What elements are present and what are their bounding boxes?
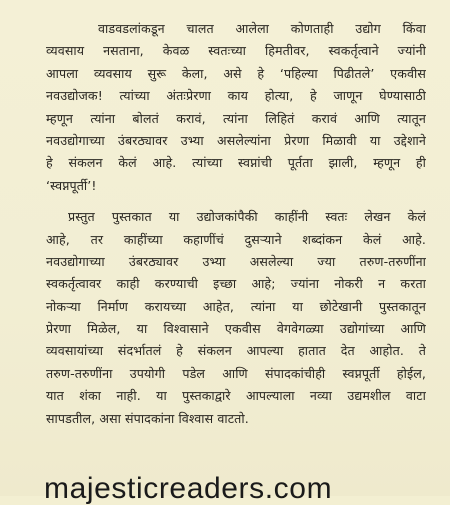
text-line: प्रेरणा मिळेल, या विश्वासाने एकवीस वेगवेगळ्या उद्योगांच्या आणि xyxy=(46,321,426,337)
text-line: सापडतील, असा संपादकांना विश्वास वाटतो. xyxy=(46,410,249,426)
body-text xyxy=(46,18,426,430)
text-line: प्रस्तुत पुस्तकात या उद्योजकांपैकी काहींनी स्वतः लेखन केलं xyxy=(68,209,426,225)
paragraph-gap xyxy=(46,197,426,206)
text-line: आहे, तर काहींच्या कहाणींचं दुसऱ्याने शब्दांकन केलं आहे. xyxy=(46,231,426,247)
text-line: नवउद्योगाच्या उंबरठ्यावर उभ्या असलेल्या ज्या तरुण-तरुणींना xyxy=(46,253,426,269)
text-line: व्यवसायांच्या संदर्भातलं हे संकलन आपल्या हातात देत आहोत. ते xyxy=(46,343,426,359)
text-line: ‘स्वप्नपूर्ती’! xyxy=(46,177,97,193)
text-line: नवउद्योगाच्या उंबरठ्यावर उभ्या असलेल्यांना प्रेरणा मिळावी या उद्देशाने xyxy=(46,132,426,148)
text-line: व्यवसाय नसताना, केवळ स्वतःच्या हिमतीवर, स्वकर्तृत्वाने ज्यांनी xyxy=(46,43,426,59)
text-line: नोकऱ्या निर्माण करायच्या आहेत, त्यांना या छोटेखानी पुस्तकातून xyxy=(46,298,426,314)
text-line: वाडवडलांकडून चालत आलेला कोणताही उद्योग किंवा xyxy=(98,21,426,36)
text-line: हे संकलन केलं आहे. त्यांच्या स्वप्नांची पूर्तता झाली, म्हणून ही xyxy=(46,155,426,171)
text-line: तरुण-तरुणींना उपयोगी पडेल आणि संपादकांचीही स्वप्नपूर्ती होईल, xyxy=(46,365,426,381)
text-line: स्वकर्तृत्वावर काही करण्याची इच्छा आहे; ज्यांना नोकरी न करता xyxy=(46,276,426,292)
watermark-text: majesticreaders.com xyxy=(44,472,333,505)
text-line: यात शंका नाही. या पुस्तकाद्वारे आपल्याला नव्या उद्यमशील वाटा xyxy=(46,388,426,404)
text-line: आपला व्यवसाय सुरू केला, असे हे ‘पहिल्या पिढीतले’ एकवीस xyxy=(46,65,426,81)
text-line: नवउद्योजक! त्यांच्या अंतःप्रेरणा काय होत्या, हे जाणून घेण्यासाठी xyxy=(46,88,426,104)
text-line: म्हणून त्यांना बोलतं करावं, त्यांना लिहितं करावं आणि त्यातून xyxy=(46,110,426,126)
